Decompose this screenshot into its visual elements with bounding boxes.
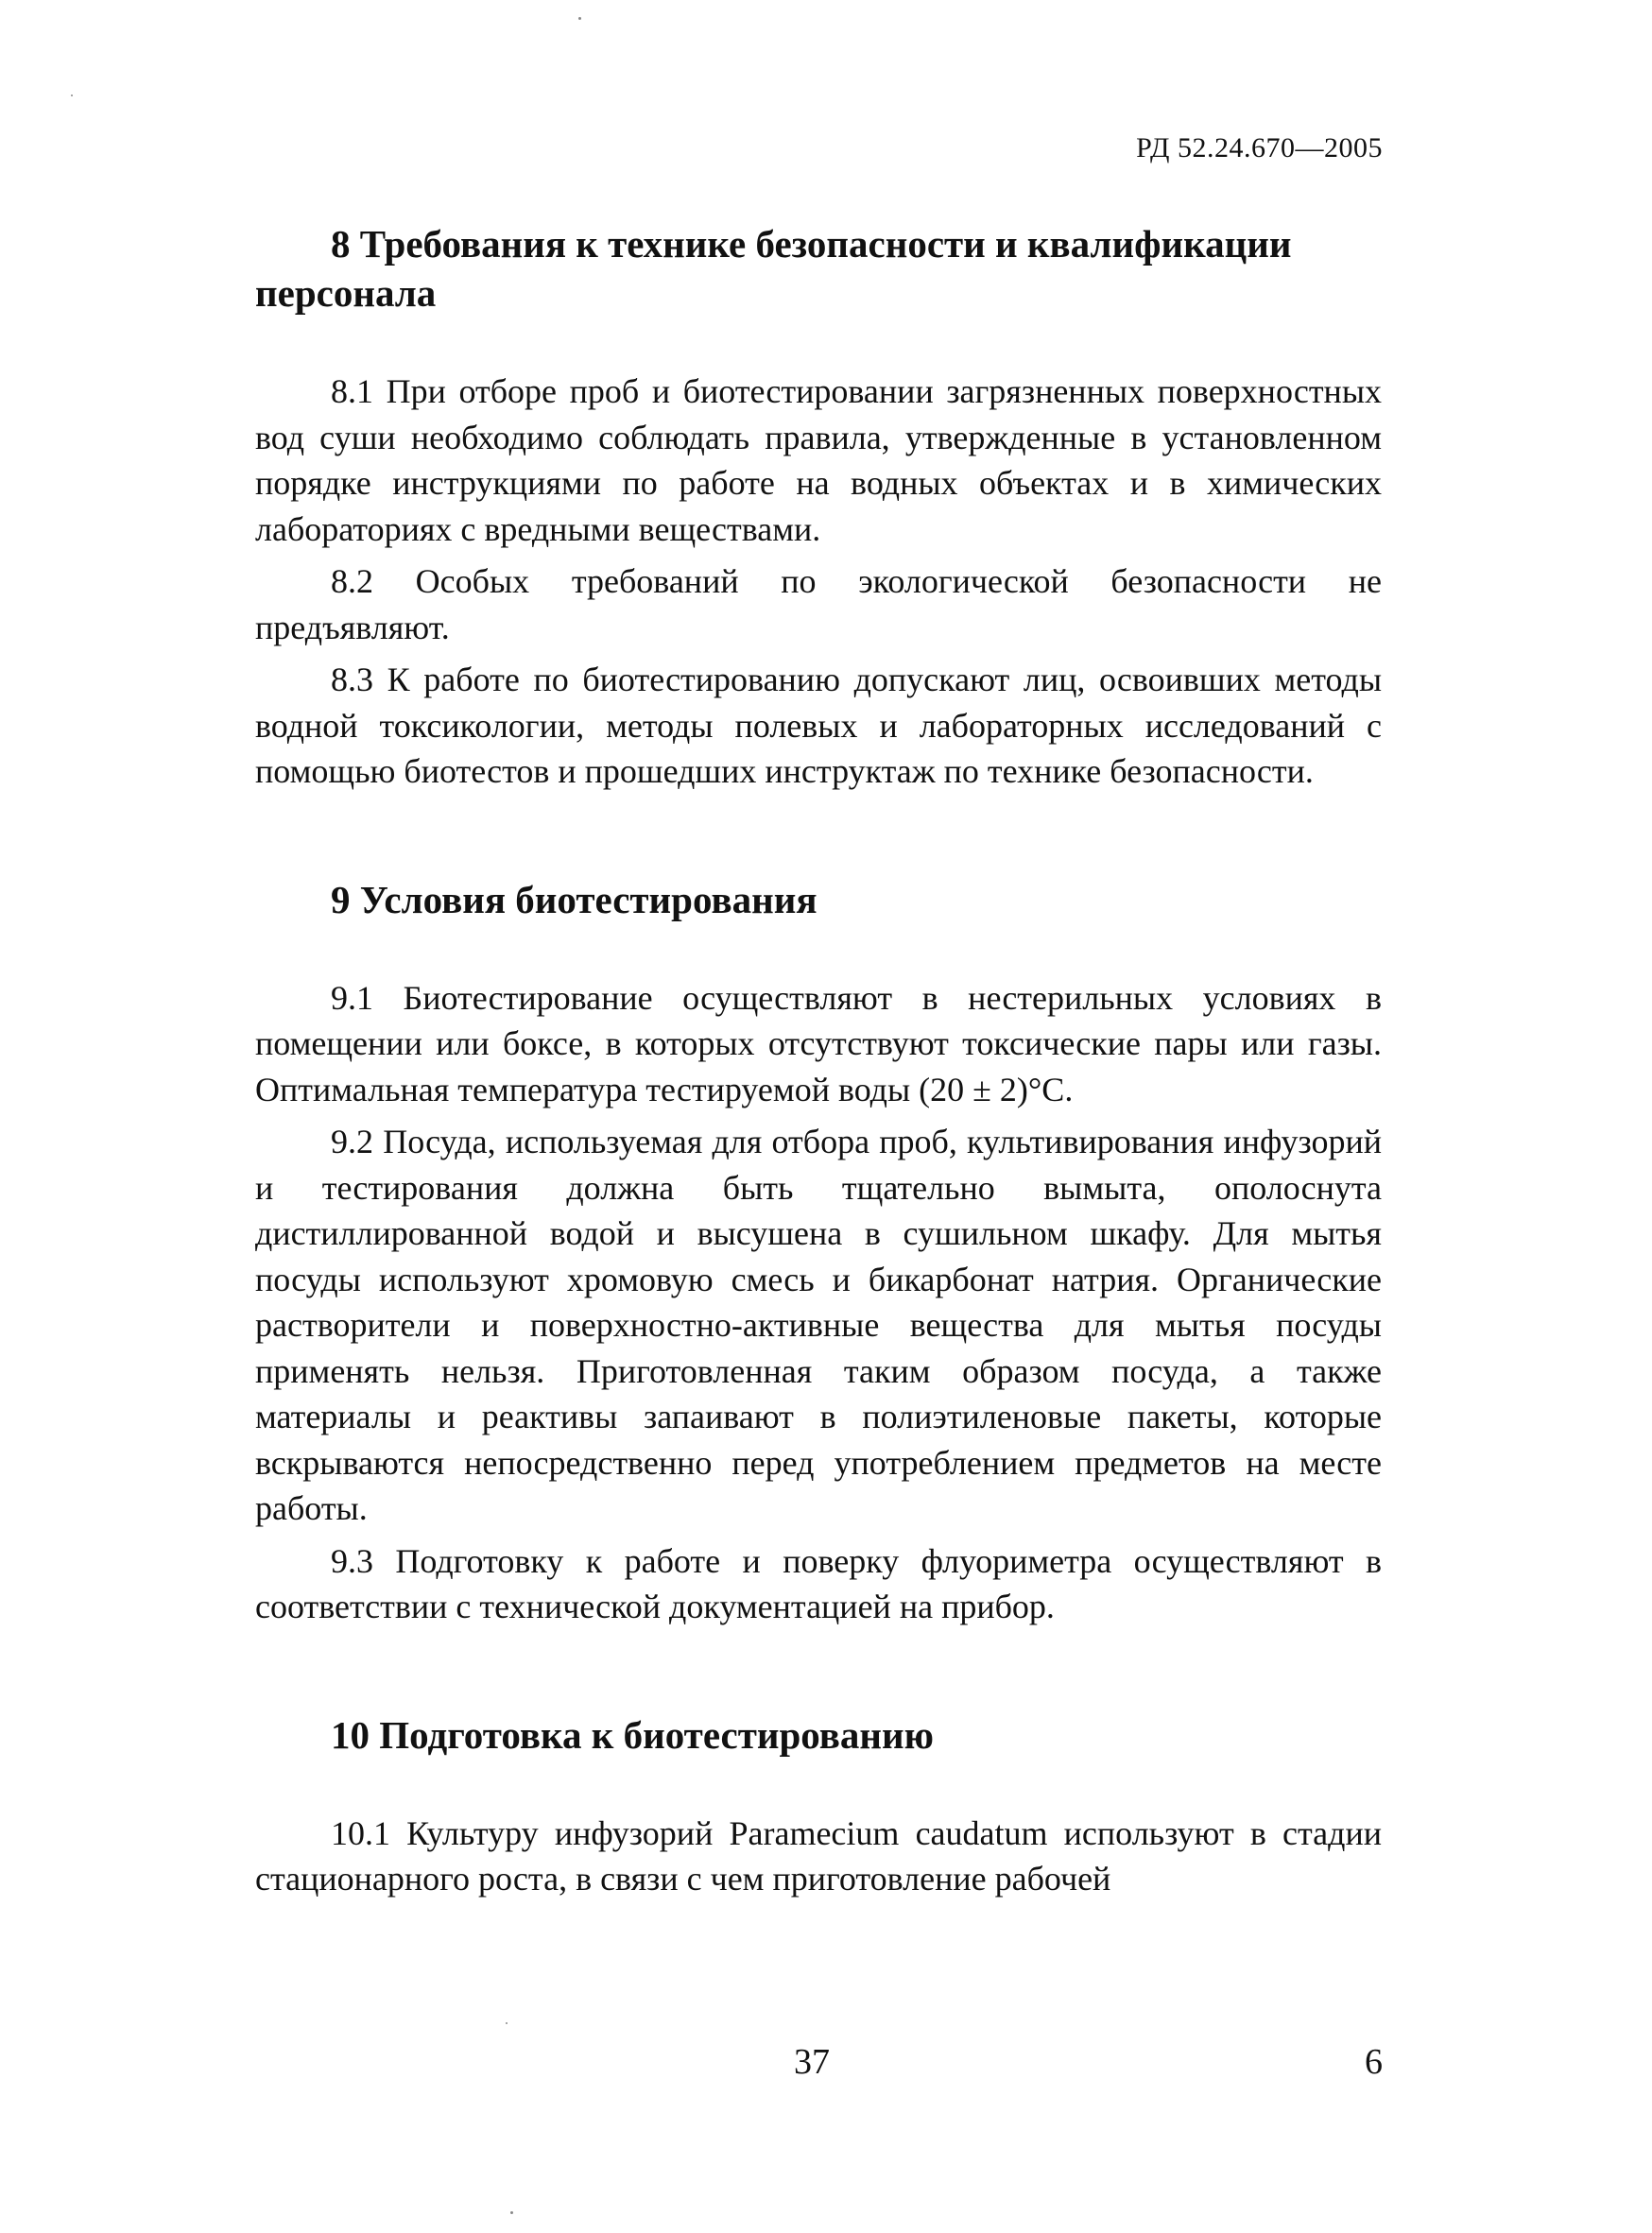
sheet-number: 6 (1365, 2042, 1383, 2082)
paragraph-8-2: 8.2 Особых требований по экологической безопасности не предъявляют. (255, 562, 1382, 646)
section-heading-10: 10 Подготовка к биотестированию (331, 1712, 934, 1757)
paragraph-10-1: 10.1 Культуру инфузорий Paramecium caudatum используют в стадии стационарного роста, в связи с чем приготовление рабочей (255, 1813, 1382, 1898)
page-number: 37 (794, 2042, 830, 2082)
scan-speck (510, 2211, 513, 2214)
section-heading-9: 9 Условия биотестирования (331, 877, 817, 921)
paragraph-9-3: 9.3 Подготовку к работе и поверку флуориметра осуществляют в соответствии с технической документацией на прибор. (255, 1541, 1382, 1625)
paragraph-9-1: 9.1 Биотестирование осуществляют в нестерильных условиях в помещении или боксе, в которых отсутствуют токсические пары или газы. Оптимальная температура тестируемой воды (20 ± 2)°С. (255, 978, 1382, 1108)
paragraph-9-2: 9.2 Посуда, используемая для отбора проб, культивирования инфузорий и тестирования должна быть тщательно вымыта, ополоснута дистиллированной водой и высушена в сушильном шкафу. Для мытья посуды используют хромовую смесь и бикарбонат натрия. Органические растворители и поверхностно-активные вещества для мытья посуды применять нельзя. Приготовленная таким образом посуда, а также материалы и реактивы запаивают в полиэтиленовые пакеты, которые вскрываются непосредственно перед употреблением предметов на месте работы. (255, 1123, 1382, 1527)
scan-speck (578, 17, 581, 20)
scan-speck (506, 2022, 508, 2024)
scan-speck (71, 94, 73, 96)
document-code: РД 52.24.670—2005 (1136, 132, 1383, 163)
section-heading-8: 8 Требования к технике безопасности и квалификации персонала (255, 222, 1292, 315)
paragraph-8-1: 8.1 При отборе проб и биотестировании загрязненных поверхностных вод суши необходимо соблюдать правила, утвержденные в установленном порядке инструкциями по работе на водных объектах и в химических лабораториях с вредными веществами. (255, 372, 1382, 548)
document-body (255, 219, 1382, 1909)
paragraph-8-3: 8.3 К работе по биотестированию допускают лиц, освоивших методы водной токсикологии, методы полевых и лабораторных исследований с помощью биотестов и прошедших инструктаж по технике безопасности. (255, 661, 1382, 790)
